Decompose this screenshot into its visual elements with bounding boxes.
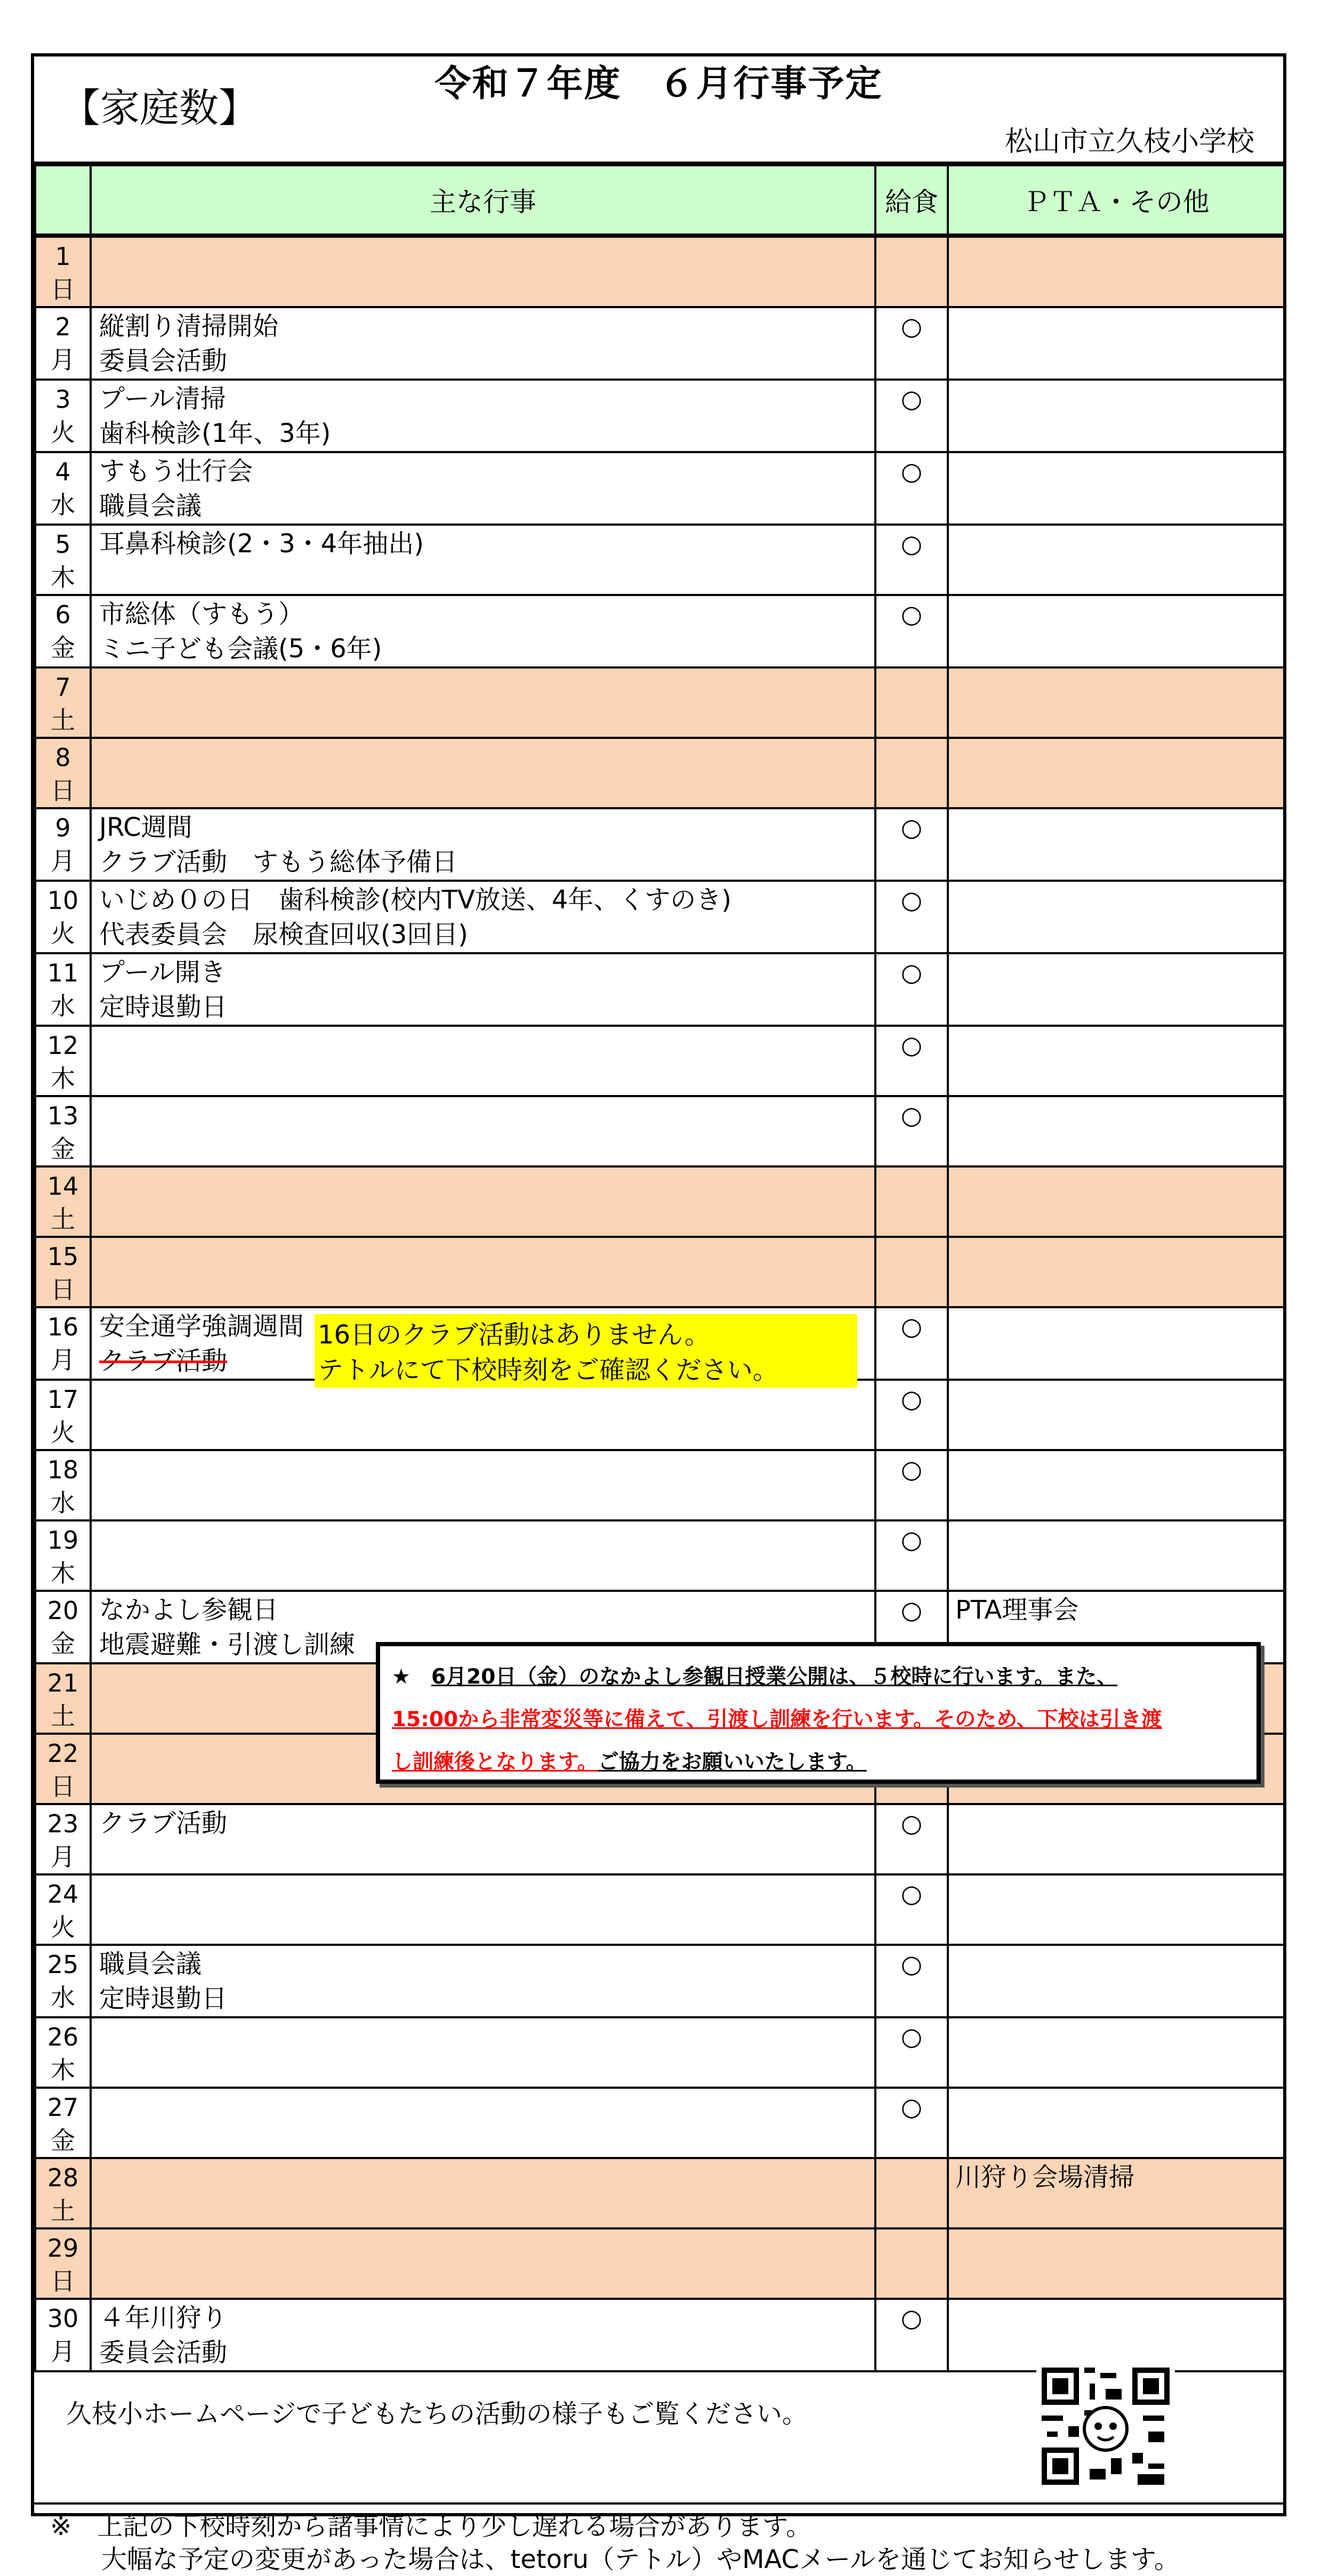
lunch-cell: ○ — [875, 1307, 948, 1380]
school-name: 松山市立久枝小学校 — [1004, 126, 1254, 158]
pta-cell — [948, 307, 1284, 380]
schedule-row — [35, 1237, 1284, 1307]
day-cell — [35, 307, 91, 380]
lunch-cell: ○ — [875, 808, 948, 881]
day-cell — [35, 808, 91, 881]
date-number: 7 — [55, 673, 71, 702]
day-cell — [35, 1804, 91, 1874]
date-number: 11 — [47, 959, 79, 987]
pta-cell — [948, 452, 1284, 525]
weekday: 火 — [51, 1418, 75, 1447]
schedule-sheet — [31, 53, 1286, 2574]
weekday: 水 — [51, 992, 75, 1020]
event-item: プール清掃 — [99, 384, 226, 414]
pta-cell — [948, 1450, 1284, 1520]
date-number: 10 — [47, 886, 79, 915]
date-number: 26 — [47, 2023, 79, 2051]
day-cell — [35, 1307, 91, 1380]
lunch-cell: ○ — [875, 1026, 948, 1096]
day-cell — [35, 1166, 91, 1237]
date-number: 13 — [47, 1101, 79, 1130]
notice-part-4: ご協力をお願いいたします。 — [598, 1750, 867, 1774]
cancelled-event-item: クラブ活動 — [99, 1346, 228, 1376]
events-cell — [91, 2228, 875, 2299]
club-cancel-note — [315, 1314, 857, 1388]
weekday: 金 — [51, 1134, 75, 1163]
footer-note-1: ※ 上記の下校時刻から諸事情により少し遅れる場合があります。 — [50, 2511, 812, 2541]
schedule-row — [35, 1874, 1284, 1945]
events-cell — [91, 236, 875, 307]
day-cell — [35, 380, 91, 452]
day-column-header — [35, 165, 91, 236]
event-item: 定時退勤日 — [99, 1984, 228, 2014]
events-cell — [91, 2299, 875, 2371]
day-cell — [35, 2158, 91, 2228]
day-cell — [35, 1874, 91, 1945]
date-number: 15 — [47, 1242, 79, 1271]
weekday: 木 — [51, 2056, 75, 2084]
events-cell — [91, 1237, 875, 1307]
events-cell — [91, 1804, 875, 1874]
day-cell — [35, 953, 91, 1026]
day-cell — [35, 1520, 91, 1591]
event-item: 代表委員会 尿検査回収(3回目) — [99, 920, 468, 949]
pta-cell: 川狩り会場清掃 — [948, 2158, 1284, 2228]
day-cell — [35, 1026, 91, 1096]
schedule-row — [35, 452, 1284, 525]
day-cell — [35, 2299, 91, 2371]
star-icon: ★ — [392, 1665, 431, 1689]
weekday: 金 — [51, 1629, 75, 1658]
events-cell — [91, 1945, 875, 2017]
event-item: 地震避難・引渡し訓練 — [99, 1630, 356, 1660]
day-cell — [35, 452, 91, 525]
date-number: 23 — [47, 1809, 79, 1838]
day-cell — [35, 2017, 91, 2088]
page-title: 令和７年度 ６月行事予定 — [434, 63, 883, 105]
lunch-cell: ○ — [875, 1520, 948, 1591]
schedule-row — [35, 1450, 1284, 1520]
lunch-cell: ○ — [875, 2088, 948, 2158]
weekday: 金 — [51, 633, 75, 662]
notice-part-1: 6月20日（金）のなかよし参観日授業公開は、５校時に行います。また、 — [431, 1665, 1118, 1689]
weekday: 月 — [51, 2337, 75, 2366]
day-cell — [35, 1380, 91, 1450]
day-cell — [35, 1734, 91, 1804]
lunch-cell: ○ — [875, 452, 948, 525]
date-number: 16 — [47, 1313, 79, 1341]
schedule-row — [35, 1026, 1284, 1096]
pta-cell — [948, 1874, 1284, 1945]
date-number: 21 — [47, 1669, 79, 1697]
schedule-row — [35, 808, 1284, 881]
lunch-cell — [875, 236, 948, 307]
weekday: 火 — [51, 1913, 75, 1942]
weekday: 月 — [51, 1842, 75, 1871]
events-cell — [91, 1166, 875, 1237]
lunch-cell: ○ — [875, 881, 948, 953]
event-item: 耳鼻科検診(2・3・4年抽出) — [99, 529, 424, 559]
events-cell — [91, 881, 875, 953]
schedule-row — [35, 953, 1284, 1026]
weekday: 日 — [51, 1772, 75, 1801]
date-number: 19 — [47, 1526, 79, 1555]
events-cell — [91, 2158, 875, 2228]
pta-cell — [948, 808, 1284, 881]
event-item: クラブ活動 すもう総体予備日 — [99, 847, 458, 877]
event-item: JRC週間 — [99, 812, 192, 842]
events-cell — [91, 808, 875, 881]
pta-cell — [948, 953, 1284, 1026]
weekday: 火 — [51, 919, 75, 948]
schedule-row — [35, 1380, 1284, 1450]
weekday: 木 — [51, 1559, 75, 1588]
schedule-row — [35, 525, 1284, 595]
table-header-row — [35, 165, 1284, 236]
pta-cell — [948, 2017, 1284, 2088]
events-cell — [91, 1026, 875, 1096]
date-number: 14 — [47, 1172, 79, 1201]
event-item: 縦割り清掃開始 — [99, 311, 279, 341]
day-cell — [35, 2228, 91, 2299]
event-item: 委員会活動 — [99, 2338, 228, 2368]
notice-part-2: 15:00から非常変災等に備えて、引渡し訓練を行います。そのため、下校は引き渡 — [392, 1708, 1162, 1732]
schedule-row — [35, 1096, 1284, 1166]
lunch-cell: ○ — [875, 2299, 948, 2371]
day-cell — [35, 236, 91, 307]
events-cell — [91, 1096, 875, 1166]
pta-cell — [948, 595, 1284, 667]
day-cell — [35, 595, 91, 667]
notice-line-2 — [392, 1698, 1256, 1741]
date-number: 12 — [47, 1031, 79, 1060]
day-cell — [35, 1663, 91, 1734]
event-item: すもう壮行会 — [99, 456, 253, 486]
pta-cell — [948, 1520, 1284, 1591]
footer-divider — [34, 2502, 1283, 2505]
schedule-row — [35, 307, 1284, 380]
lunch-column-header: 給食 — [875, 165, 948, 236]
qr-code-icon — [1036, 2362, 1175, 2490]
pta-cell — [948, 1096, 1284, 1166]
date-number: 27 — [47, 2093, 79, 2122]
weekday: 土 — [51, 1205, 75, 1234]
pta-cell — [948, 1804, 1284, 1874]
events-column-header: 主な行事 — [91, 165, 875, 236]
event-item: プール開き — [99, 957, 226, 987]
date-number: 20 — [47, 1596, 79, 1625]
day-cell — [35, 1450, 91, 1520]
event-item: クラブ活動 — [99, 1808, 228, 1838]
pta-cell — [948, 1026, 1284, 1096]
weekday: 水 — [51, 1488, 75, 1517]
lunch-cell — [875, 667, 948, 738]
notice-line-1 — [392, 1656, 1256, 1698]
date-number: 18 — [47, 1455, 79, 1484]
schedule-row — [35, 1166, 1284, 1237]
day-cell — [35, 1591, 91, 1663]
homepage-note: 久枝小ホームページで子どもたちの活動の様子もご覧ください。 — [66, 2399, 808, 2429]
family-label: 【家庭数】 — [61, 85, 258, 131]
header — [34, 57, 1283, 164]
pta-cell — [948, 1380, 1284, 1450]
event-item: 職員会議 — [99, 1949, 202, 1979]
weekday: 月 — [51, 847, 75, 875]
lunch-cell: ○ — [875, 307, 948, 380]
date-number: 24 — [47, 1880, 79, 1909]
schedule-row — [35, 1804, 1284, 1874]
schedule-row — [35, 2228, 1284, 2299]
events-cell — [91, 2088, 875, 2158]
lunch-cell: ○ — [875, 1450, 948, 1520]
day-cell — [35, 525, 91, 595]
date-number: 3 — [55, 385, 71, 414]
event-item: ４年川狩り — [99, 2303, 228, 2333]
lunch-cell: ○ — [875, 953, 948, 1026]
schedule-row — [35, 2158, 1284, 2228]
event-item: 委員会活動 — [99, 346, 228, 376]
footer-notes — [50, 2510, 1180, 2576]
events-cell — [91, 307, 875, 380]
notice-part-3: し訓練後となります。 — [392, 1750, 598, 1774]
schedule-row — [35, 881, 1284, 953]
date-number: 28 — [47, 2163, 79, 2192]
event-item: 歯科検診(1年、3年) — [99, 418, 331, 448]
weekday: 日 — [51, 275, 75, 304]
date-number: 5 — [55, 530, 71, 559]
weekday: 木 — [51, 563, 75, 592]
event-item: 職員会議 — [99, 491, 202, 521]
lunch-cell: ○ — [875, 2017, 948, 2088]
footer-note-2: 大幅な予定の変更があった場合は、tetoru（テトル）やMACメールを通じてお知らせします。 — [50, 2545, 1180, 2574]
day-cell — [35, 1096, 91, 1166]
lunch-cell — [875, 738, 948, 808]
event-item: いじめ０の日 歯科検診(校内TV放送、4年、くすのき) — [99, 885, 732, 915]
lunch-cell: ○ — [875, 1380, 948, 1450]
weekday: 土 — [51, 1702, 75, 1730]
schedule-row — [35, 738, 1284, 808]
schedule-table — [34, 164, 1285, 2372]
pta-cell — [948, 881, 1284, 953]
events-cell — [91, 738, 875, 808]
events-cell — [91, 667, 875, 738]
date-number: 9 — [55, 814, 71, 842]
schedule-row — [35, 236, 1284, 307]
events-cell — [91, 380, 875, 452]
pta-cell — [948, 236, 1284, 307]
pta-cell — [948, 667, 1284, 738]
weekday: 土 — [51, 706, 75, 735]
date-number: 17 — [47, 1385, 79, 1414]
event-item: 安全通学強調週間 — [99, 1311, 304, 1341]
pta-cell — [948, 2088, 1284, 2158]
date-number: 8 — [55, 743, 71, 772]
lunch-cell: ○ — [875, 595, 948, 667]
event-item: 定時退勤日 — [99, 992, 228, 1022]
weekday: 日 — [51, 776, 75, 805]
day-cell — [35, 1237, 91, 1307]
events-cell — [91, 1450, 875, 1520]
events-cell — [91, 525, 875, 595]
weekday: 日 — [51, 2267, 75, 2296]
pta-cell — [948, 1166, 1284, 1237]
day-cell — [35, 2088, 91, 2158]
weekday: 水 — [51, 1983, 75, 2012]
weekday: 金 — [51, 2126, 75, 2155]
schedule-row — [35, 667, 1284, 738]
club-cancel-note-line-2: テトルにて下校時刻をご確認ください。 — [318, 1355, 779, 1385]
schedule-row — [35, 380, 1284, 452]
weekday: 土 — [51, 2196, 75, 2225]
pta-cell — [948, 1945, 1284, 2017]
pta-cell — [948, 380, 1284, 452]
lunch-cell: ○ — [875, 1874, 948, 1945]
day-cell — [35, 881, 91, 953]
pta-cell — [948, 738, 1284, 808]
schedule-row — [35, 2088, 1284, 2158]
event-item: なかよし参観日 — [99, 1595, 279, 1625]
schedule-row — [35, 2299, 1284, 2371]
date-number: 1 — [55, 242, 71, 271]
day-cell — [35, 1945, 91, 2017]
weekday: 火 — [51, 418, 75, 447]
lunch-cell — [875, 1237, 948, 1307]
event-item: ミニ子ども会議(5・6年) — [99, 634, 382, 664]
pta-cell — [948, 525, 1284, 595]
notice-line-3 — [392, 1741, 1256, 1784]
lunch-cell: ○ — [875, 1096, 948, 1166]
lunch-cell — [875, 2158, 948, 2228]
day-cell — [35, 667, 91, 738]
lunch-cell: ○ — [875, 1804, 948, 1874]
events-cell — [91, 2017, 875, 2088]
day-cell — [35, 738, 91, 808]
lunch-cell: ○ — [875, 1945, 948, 2017]
schedule-body — [35, 236, 1284, 2371]
lunch-cell: ○ — [875, 1591, 948, 1663]
weekday: 日 — [51, 1275, 75, 1304]
date-number: 22 — [47, 1739, 79, 1768]
open-class-notice — [376, 1642, 1261, 1784]
date-number: 30 — [47, 2304, 79, 2333]
schedule-row — [35, 1945, 1284, 2017]
weekday: 木 — [51, 1064, 75, 1093]
event-item: 市総体（すもう） — [99, 599, 304, 629]
events-cell — [91, 1874, 875, 1945]
events-cell — [91, 1380, 875, 1450]
weekday: 月 — [51, 1346, 75, 1374]
lunch-cell — [875, 1166, 948, 1237]
pta-cell: PTA理事会 — [948, 1591, 1284, 1663]
events-cell — [91, 595, 875, 667]
date-number: 29 — [47, 2234, 79, 2263]
pta-cell — [948, 1307, 1284, 1380]
events-cell — [91, 452, 875, 525]
lunch-cell: ○ — [875, 525, 948, 595]
lunch-cell: ○ — [875, 380, 948, 452]
lunch-cell — [875, 2228, 948, 2299]
weekday: 水 — [51, 490, 75, 519]
club-cancel-note-line-1: 16日のクラブ活動はありません。 — [318, 1320, 710, 1350]
pta-cell — [948, 2299, 1284, 2371]
weekday: 月 — [51, 345, 75, 374]
date-number: 4 — [55, 457, 71, 486]
schedule-row — [35, 595, 1284, 667]
date-number: 2 — [55, 312, 71, 341]
pta-cell — [948, 1237, 1284, 1307]
events-cell — [91, 953, 875, 1026]
pta-cell — [948, 2228, 1284, 2299]
schedule-row — [35, 2017, 1284, 2088]
date-number: 25 — [47, 1950, 79, 1979]
schedule-row — [35, 1520, 1284, 1591]
date-number: 6 — [55, 600, 71, 629]
pta-column-header: ＰＴＡ・その他 — [948, 165, 1284, 236]
events-cell — [91, 1520, 875, 1591]
